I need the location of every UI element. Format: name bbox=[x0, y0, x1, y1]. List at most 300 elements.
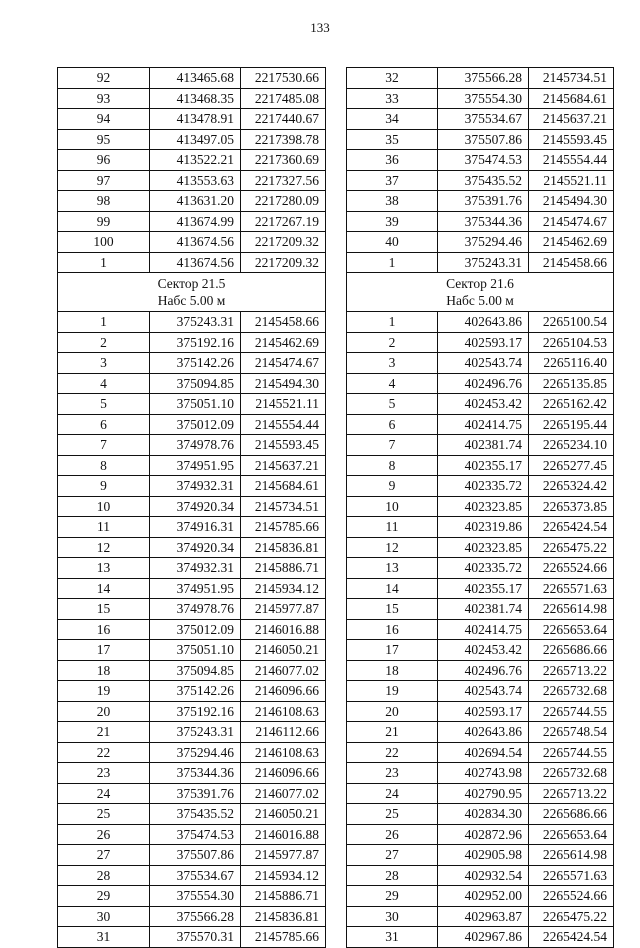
y-coordinate: 2265424.54 bbox=[529, 517, 614, 538]
table-row bbox=[347, 701, 614, 722]
y-coordinate: 2145494.30 bbox=[241, 373, 326, 394]
x-coordinate: 375094.85 bbox=[150, 660, 241, 681]
table-row bbox=[58, 476, 326, 497]
x-coordinate: 375534.67 bbox=[150, 865, 241, 886]
x-coordinate: 375435.52 bbox=[150, 804, 241, 825]
x-coordinate: 374951.95 bbox=[150, 455, 241, 476]
x-coordinate: 402414.75 bbox=[438, 414, 529, 435]
point-number: 6 bbox=[347, 414, 438, 435]
table-row bbox=[347, 865, 614, 886]
x-coordinate: 374951.95 bbox=[150, 578, 241, 599]
x-coordinate: 402967.86 bbox=[438, 927, 529, 948]
y-coordinate: 2145521.11 bbox=[241, 394, 326, 415]
x-coordinate: 413465.68 bbox=[150, 68, 241, 89]
x-coordinate: 374916.31 bbox=[150, 517, 241, 538]
y-coordinate: 2265571.63 bbox=[529, 865, 614, 886]
y-coordinate: 2145836.81 bbox=[241, 906, 326, 927]
table-row bbox=[58, 88, 326, 109]
point-number: 19 bbox=[347, 681, 438, 702]
y-coordinate: 2265732.68 bbox=[529, 681, 614, 702]
table-row bbox=[347, 68, 614, 89]
table-row bbox=[58, 537, 326, 558]
point-number: 94 bbox=[58, 109, 150, 130]
y-coordinate: 2217360.69 bbox=[241, 150, 326, 171]
y-coordinate: 2265686.66 bbox=[529, 640, 614, 661]
y-coordinate: 2265686.66 bbox=[529, 804, 614, 825]
point-number: 20 bbox=[347, 701, 438, 722]
table-row bbox=[347, 394, 614, 415]
table-row bbox=[347, 191, 614, 212]
x-coordinate: 402453.42 bbox=[438, 640, 529, 661]
x-coordinate: 402335.72 bbox=[438, 558, 529, 579]
x-coordinate: 402743.98 bbox=[438, 763, 529, 784]
table-row bbox=[58, 681, 326, 702]
y-coordinate: 2265475.22 bbox=[529, 906, 614, 927]
table-row bbox=[347, 435, 614, 456]
x-coordinate: 402496.76 bbox=[438, 373, 529, 394]
sector-header-row bbox=[347, 273, 614, 312]
y-coordinate: 2145934.12 bbox=[241, 578, 326, 599]
table-row bbox=[347, 886, 614, 907]
x-coordinate: 375391.76 bbox=[438, 191, 529, 212]
y-coordinate: 2145458.66 bbox=[529, 252, 614, 273]
y-coordinate: 2145462.69 bbox=[241, 332, 326, 353]
x-coordinate: 402694.54 bbox=[438, 742, 529, 763]
y-coordinate: 2265195.44 bbox=[529, 414, 614, 435]
table-row bbox=[347, 906, 614, 927]
point-number: 22 bbox=[58, 742, 150, 763]
point-number: 14 bbox=[58, 578, 150, 599]
y-coordinate: 2265162.42 bbox=[529, 394, 614, 415]
point-number: 31 bbox=[347, 927, 438, 948]
y-coordinate: 2265116.40 bbox=[529, 353, 614, 374]
point-number: 4 bbox=[58, 373, 150, 394]
y-coordinate: 2145593.45 bbox=[529, 129, 614, 150]
point-number: 18 bbox=[58, 660, 150, 681]
x-coordinate: 402905.98 bbox=[438, 845, 529, 866]
table-row bbox=[58, 332, 326, 353]
x-coordinate: 375012.09 bbox=[150, 414, 241, 435]
point-number: 27 bbox=[58, 845, 150, 866]
y-coordinate: 2145684.61 bbox=[529, 88, 614, 109]
table-row bbox=[347, 824, 614, 845]
table-row bbox=[58, 927, 326, 948]
y-coordinate: 2146096.66 bbox=[241, 763, 326, 784]
point-number: 14 bbox=[347, 578, 438, 599]
x-coordinate: 374978.76 bbox=[150, 435, 241, 456]
y-coordinate: 2145886.71 bbox=[241, 886, 326, 907]
x-coordinate: 374932.31 bbox=[150, 558, 241, 579]
y-coordinate: 2265732.68 bbox=[529, 763, 614, 784]
x-coordinate: 402381.74 bbox=[438, 599, 529, 620]
y-coordinate: 2217267.19 bbox=[241, 211, 326, 232]
y-coordinate: 2265614.98 bbox=[529, 845, 614, 866]
y-coordinate: 2145785.66 bbox=[241, 927, 326, 948]
y-coordinate: 2145593.45 bbox=[241, 435, 326, 456]
table-row bbox=[347, 332, 614, 353]
x-coordinate: 375294.46 bbox=[150, 742, 241, 763]
x-coordinate: 402319.86 bbox=[438, 517, 529, 538]
point-number: 30 bbox=[58, 906, 150, 927]
x-coordinate: 375192.16 bbox=[150, 701, 241, 722]
y-coordinate: 2145554.44 bbox=[529, 150, 614, 171]
y-coordinate: 2146077.02 bbox=[241, 783, 326, 804]
x-coordinate: 375192.16 bbox=[150, 332, 241, 353]
point-number: 23 bbox=[347, 763, 438, 784]
sector-height: Набс 5.00 м bbox=[446, 293, 514, 308]
y-coordinate: 2145494.30 bbox=[529, 191, 614, 212]
y-coordinate: 2145785.66 bbox=[241, 517, 326, 538]
sector-header-row bbox=[58, 273, 326, 312]
x-coordinate: 375243.31 bbox=[150, 312, 241, 333]
x-coordinate: 402593.17 bbox=[438, 332, 529, 353]
y-coordinate: 2145734.51 bbox=[529, 68, 614, 89]
point-number: 30 bbox=[347, 906, 438, 927]
y-coordinate: 2217209.32 bbox=[241, 232, 326, 253]
table-row bbox=[347, 312, 614, 333]
point-number: 12 bbox=[347, 537, 438, 558]
point-number: 15 bbox=[347, 599, 438, 620]
point-number: 3 bbox=[58, 353, 150, 374]
table-row bbox=[347, 211, 614, 232]
point-number: 29 bbox=[347, 886, 438, 907]
table-row bbox=[58, 373, 326, 394]
y-coordinate: 2146016.88 bbox=[241, 824, 326, 845]
x-coordinate: 375142.26 bbox=[150, 353, 241, 374]
y-coordinate: 2265277.45 bbox=[529, 455, 614, 476]
x-coordinate: 402834.30 bbox=[438, 804, 529, 825]
point-number: 34 bbox=[347, 109, 438, 130]
point-number: 9 bbox=[58, 476, 150, 497]
table-row bbox=[58, 599, 326, 620]
y-coordinate: 2265100.54 bbox=[529, 312, 614, 333]
x-coordinate: 375344.36 bbox=[438, 211, 529, 232]
table-row bbox=[347, 109, 614, 130]
table-row bbox=[347, 537, 614, 558]
point-number: 36 bbox=[347, 150, 438, 171]
table-row bbox=[347, 681, 614, 702]
x-coordinate: 374978.76 bbox=[150, 599, 241, 620]
x-coordinate: 413553.63 bbox=[150, 170, 241, 191]
point-number: 9 bbox=[347, 476, 438, 497]
point-number: 40 bbox=[347, 232, 438, 253]
point-number: 32 bbox=[347, 68, 438, 89]
point-number: 93 bbox=[58, 88, 150, 109]
point-number: 92 bbox=[58, 68, 150, 89]
table-row bbox=[58, 660, 326, 681]
x-coordinate: 402543.74 bbox=[438, 353, 529, 374]
point-number: 25 bbox=[347, 804, 438, 825]
y-coordinate: 2145977.87 bbox=[241, 845, 326, 866]
table-row bbox=[347, 845, 614, 866]
table-row bbox=[58, 804, 326, 825]
x-coordinate: 375474.53 bbox=[150, 824, 241, 845]
x-coordinate: 413478.91 bbox=[150, 109, 241, 130]
table-row bbox=[58, 353, 326, 374]
x-coordinate: 402323.85 bbox=[438, 537, 529, 558]
point-number: 4 bbox=[347, 373, 438, 394]
point-number: 7 bbox=[58, 435, 150, 456]
table-row bbox=[58, 252, 326, 273]
table-row bbox=[58, 845, 326, 866]
table-row bbox=[58, 496, 326, 517]
y-coordinate: 2145934.12 bbox=[241, 865, 326, 886]
point-number: 27 bbox=[347, 845, 438, 866]
table-row bbox=[58, 414, 326, 435]
y-coordinate: 2145521.11 bbox=[529, 170, 614, 191]
point-number: 10 bbox=[347, 496, 438, 517]
table-row bbox=[347, 722, 614, 743]
table-row bbox=[58, 68, 326, 89]
table-row bbox=[58, 455, 326, 476]
x-coordinate: 402335.72 bbox=[438, 476, 529, 497]
x-coordinate: 413522.21 bbox=[150, 150, 241, 171]
point-number: 1 bbox=[347, 252, 438, 273]
y-coordinate: 2217530.66 bbox=[241, 68, 326, 89]
x-coordinate: 375051.10 bbox=[150, 640, 241, 661]
x-coordinate: 402355.17 bbox=[438, 455, 529, 476]
y-coordinate: 2265475.22 bbox=[529, 537, 614, 558]
point-number: 2 bbox=[58, 332, 150, 353]
table-row bbox=[347, 129, 614, 150]
x-coordinate: 375534.67 bbox=[438, 109, 529, 130]
table-row bbox=[347, 414, 614, 435]
x-coordinate: 375474.53 bbox=[438, 150, 529, 171]
table-body bbox=[347, 68, 614, 948]
point-number: 5 bbox=[347, 394, 438, 415]
x-coordinate: 375243.31 bbox=[438, 252, 529, 273]
table-row bbox=[347, 353, 614, 374]
point-number: 10 bbox=[58, 496, 150, 517]
point-number: 1 bbox=[347, 312, 438, 333]
x-coordinate: 413674.56 bbox=[150, 232, 241, 253]
x-coordinate: 375554.30 bbox=[150, 886, 241, 907]
x-coordinate: 402932.54 bbox=[438, 865, 529, 886]
y-coordinate: 2146050.21 bbox=[241, 804, 326, 825]
sector-title: Сектор 21.6 bbox=[446, 276, 514, 291]
table-row bbox=[58, 558, 326, 579]
point-number: 1 bbox=[58, 312, 150, 333]
point-number: 26 bbox=[58, 824, 150, 845]
y-coordinate: 2146016.88 bbox=[241, 619, 326, 640]
table-row bbox=[347, 170, 614, 191]
point-number: 6 bbox=[58, 414, 150, 435]
point-number: 100 bbox=[58, 232, 150, 253]
point-number: 98 bbox=[58, 191, 150, 212]
point-number: 35 bbox=[347, 129, 438, 150]
y-coordinate: 2146112.66 bbox=[241, 722, 326, 743]
x-coordinate: 402790.95 bbox=[438, 783, 529, 804]
table-row bbox=[58, 109, 326, 130]
table-row bbox=[347, 252, 614, 273]
point-number: 5 bbox=[58, 394, 150, 415]
x-coordinate: 402543.74 bbox=[438, 681, 529, 702]
point-number: 24 bbox=[347, 783, 438, 804]
x-coordinate: 413674.99 bbox=[150, 211, 241, 232]
point-number: 16 bbox=[58, 619, 150, 640]
y-coordinate: 2265104.53 bbox=[529, 332, 614, 353]
x-coordinate: 375294.46 bbox=[438, 232, 529, 253]
x-coordinate: 402963.87 bbox=[438, 906, 529, 927]
y-coordinate: 2217440.67 bbox=[241, 109, 326, 130]
y-coordinate: 2265135.85 bbox=[529, 373, 614, 394]
x-coordinate: 374932.31 bbox=[150, 476, 241, 497]
y-coordinate: 2146050.21 bbox=[241, 640, 326, 661]
table-row bbox=[58, 742, 326, 763]
point-number: 12 bbox=[58, 537, 150, 558]
table-row bbox=[347, 660, 614, 681]
table-row bbox=[347, 763, 614, 784]
y-coordinate: 2265744.55 bbox=[529, 742, 614, 763]
table-row bbox=[58, 619, 326, 640]
y-coordinate: 2217209.32 bbox=[241, 252, 326, 273]
table-row bbox=[58, 191, 326, 212]
table-row bbox=[58, 394, 326, 415]
table-row bbox=[58, 435, 326, 456]
y-coordinate: 2146108.63 bbox=[241, 701, 326, 722]
point-number: 96 bbox=[58, 150, 150, 171]
point-number: 11 bbox=[58, 517, 150, 538]
x-coordinate: 375243.31 bbox=[150, 722, 241, 743]
point-number: 26 bbox=[347, 824, 438, 845]
point-number: 99 bbox=[58, 211, 150, 232]
x-coordinate: 413631.20 bbox=[150, 191, 241, 212]
point-number: 38 bbox=[347, 191, 438, 212]
table-row bbox=[58, 517, 326, 538]
point-number: 29 bbox=[58, 886, 150, 907]
x-coordinate: 375435.52 bbox=[438, 170, 529, 191]
x-coordinate: 402593.17 bbox=[438, 701, 529, 722]
table-row bbox=[347, 150, 614, 171]
table-row bbox=[58, 129, 326, 150]
y-coordinate: 2145886.71 bbox=[241, 558, 326, 579]
table-row bbox=[58, 906, 326, 927]
point-number: 21 bbox=[347, 722, 438, 743]
sector-title: Сектор 21.5 bbox=[157, 276, 226, 291]
point-number: 15 bbox=[58, 599, 150, 620]
y-coordinate: 2145554.44 bbox=[241, 414, 326, 435]
point-number: 11 bbox=[347, 517, 438, 538]
y-coordinate: 2265653.64 bbox=[529, 619, 614, 640]
y-coordinate: 2265524.66 bbox=[529, 558, 614, 579]
point-number: 33 bbox=[347, 88, 438, 109]
point-number: 21 bbox=[58, 722, 150, 743]
table-row bbox=[347, 88, 614, 109]
table-row bbox=[58, 312, 326, 333]
point-number: 20 bbox=[58, 701, 150, 722]
point-number: 3 bbox=[347, 353, 438, 374]
point-number: 95 bbox=[58, 129, 150, 150]
table-row bbox=[347, 232, 614, 253]
point-number: 17 bbox=[347, 640, 438, 661]
y-coordinate: 2146096.66 bbox=[241, 681, 326, 702]
point-number: 23 bbox=[58, 763, 150, 784]
coordinates-table-right bbox=[346, 67, 614, 948]
table-row bbox=[58, 886, 326, 907]
point-number: 28 bbox=[347, 865, 438, 886]
point-number: 24 bbox=[58, 783, 150, 804]
y-coordinate: 2265324.42 bbox=[529, 476, 614, 497]
y-coordinate: 2265234.10 bbox=[529, 435, 614, 456]
table-row bbox=[347, 619, 614, 640]
x-coordinate: 375566.28 bbox=[438, 68, 529, 89]
y-coordinate: 2265653.64 bbox=[529, 824, 614, 845]
table-row bbox=[58, 170, 326, 191]
y-coordinate: 2145734.51 bbox=[241, 496, 326, 517]
table-row bbox=[347, 517, 614, 538]
point-number: 97 bbox=[58, 170, 150, 191]
x-coordinate: 375507.86 bbox=[438, 129, 529, 150]
table-row bbox=[58, 783, 326, 804]
table-row bbox=[347, 640, 614, 661]
y-coordinate: 2145474.67 bbox=[529, 211, 614, 232]
y-coordinate: 2145684.61 bbox=[241, 476, 326, 497]
x-coordinate: 375391.76 bbox=[150, 783, 241, 804]
y-coordinate: 2146108.63 bbox=[241, 742, 326, 763]
y-coordinate: 2265614.98 bbox=[529, 599, 614, 620]
table-row bbox=[58, 701, 326, 722]
point-number: 1 bbox=[58, 252, 150, 273]
table-row bbox=[347, 804, 614, 825]
table-row bbox=[347, 578, 614, 599]
y-coordinate: 2145458.66 bbox=[241, 312, 326, 333]
y-coordinate: 2265713.22 bbox=[529, 783, 614, 804]
table-row bbox=[347, 476, 614, 497]
point-number: 31 bbox=[58, 927, 150, 948]
table-body bbox=[58, 68, 326, 948]
sector-header bbox=[58, 273, 326, 312]
point-number: 28 bbox=[58, 865, 150, 886]
table-row bbox=[347, 599, 614, 620]
x-coordinate: 402381.74 bbox=[438, 435, 529, 456]
x-coordinate: 375344.36 bbox=[150, 763, 241, 784]
point-number: 8 bbox=[347, 455, 438, 476]
sector-height: Набс 5.00 м bbox=[157, 293, 226, 308]
table-row bbox=[58, 763, 326, 784]
table-row bbox=[58, 578, 326, 599]
y-coordinate: 2265424.54 bbox=[529, 927, 614, 948]
point-number: 19 bbox=[58, 681, 150, 702]
x-coordinate: 402496.76 bbox=[438, 660, 529, 681]
y-coordinate: 2145637.21 bbox=[241, 455, 326, 476]
x-coordinate: 402355.17 bbox=[438, 578, 529, 599]
x-coordinate: 375566.28 bbox=[150, 906, 241, 927]
page-number: 133 bbox=[310, 20, 330, 35]
x-coordinate: 375554.30 bbox=[438, 88, 529, 109]
x-coordinate: 413468.35 bbox=[150, 88, 241, 109]
y-coordinate: 2265713.22 bbox=[529, 660, 614, 681]
coordinates-table-left bbox=[57, 67, 326, 948]
table-row bbox=[347, 455, 614, 476]
table-row bbox=[58, 211, 326, 232]
x-coordinate: 374920.34 bbox=[150, 496, 241, 517]
table-row bbox=[58, 824, 326, 845]
x-coordinate: 402323.85 bbox=[438, 496, 529, 517]
x-coordinate: 402952.00 bbox=[438, 886, 529, 907]
y-coordinate: 2145462.69 bbox=[529, 232, 614, 253]
x-coordinate: 402643.86 bbox=[438, 312, 529, 333]
sector-header bbox=[347, 273, 614, 312]
y-coordinate: 2146077.02 bbox=[241, 660, 326, 681]
x-coordinate: 402872.96 bbox=[438, 824, 529, 845]
y-coordinate: 2145637.21 bbox=[529, 109, 614, 130]
x-coordinate: 375570.31 bbox=[150, 927, 241, 948]
y-coordinate: 2265744.55 bbox=[529, 701, 614, 722]
y-coordinate: 2217327.56 bbox=[241, 170, 326, 191]
x-coordinate: 374920.34 bbox=[150, 537, 241, 558]
y-coordinate: 2265748.54 bbox=[529, 722, 614, 743]
point-number: 16 bbox=[347, 619, 438, 640]
